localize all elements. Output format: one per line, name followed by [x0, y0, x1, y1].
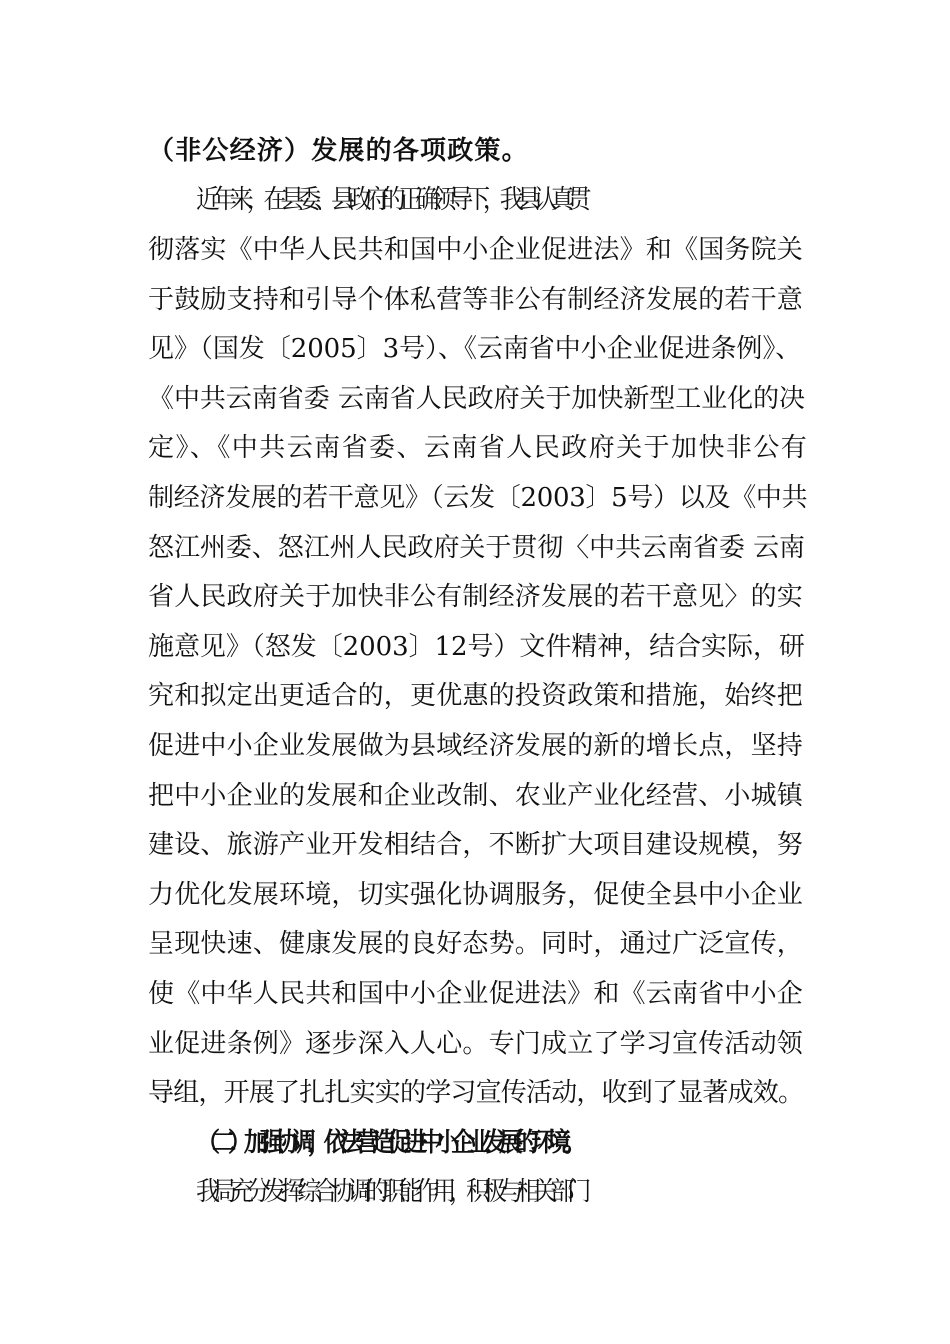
text-line-17: 呈现快速、健康发展的良好态势。同时，通过广泛宣传， — [148, 929, 804, 959]
text-line-10: 省人民政府关于加快非公有制经济发展的若干意见〉的实 — [148, 582, 804, 612]
text-line-20: 导组，开展了扎扎实实的学习宣传活动，收到了显著成效。 — [148, 1078, 804, 1108]
text-line-11: 施意见》（怒发〔2003〕12号）文件精神，结合实际，研 — [148, 632, 805, 662]
text-line-6: 《中共云南省委 云南省人民政府关于加快新型工业化的决 — [148, 384, 805, 414]
text-line-7: 定》、《中共云南省委、云南省人民政府关于加快非公有 — [148, 433, 809, 463]
text-line-9: 怒江州委、怒江州人民政府关于贯彻〈中共云南省委 云南 — [148, 533, 805, 563]
text-line-14: 把中小企业的发展和企业改制、农业产业化经营、小城镇 — [148, 781, 804, 811]
text-line-5: 见》（国发〔2005〕3号）、《云南省中小企业促进条例》、 — [148, 334, 802, 364]
text-line-1: （非公经济）发展的各项政策。 — [148, 136, 529, 166]
text-line-13: 促进中小企业发展做为县域经济发展的新的增长点，坚持 — [148, 731, 804, 761]
text-line-22: 我局充分发挥综合协调的职能作用，积极与相关部门 — [196, 1177, 585, 1207]
text-line-15: 建设、旅游产业开发相结合，不断扩大项目建设规模，努 — [148, 830, 804, 860]
text-line-12: 究和拟定出更适合的，更优惠的投资政策和措施，始终把 — [148, 681, 804, 711]
text-line-8: 制经济发展的若干意见》（云发〔2003〕5号）以及《中共 — [148, 483, 808, 513]
text-line-16: 力优化发展环境，切实强化协调服务，促使全县中小企业 — [148, 880, 804, 910]
text-line-19: 业促进条例》逐步深入人心。专门成立了学习宣传活动领 — [148, 1029, 804, 1059]
section-heading: （二）加强协调，依法营造促进中小企业发展的环境。 — [196, 1128, 579, 1158]
text-line-2: 近年来，在县委、县政府的正确领导下，我县认真贯 — [196, 185, 585, 215]
text-line-18: 使《中华人民共和国中小企业促进法》和《云南省中小企 — [148, 979, 804, 1009]
text-line-3: 彻落实《中华人民共和国中小企业促进法》和《国务院关 — [148, 235, 804, 265]
text-line-4: 于鼓励支持和引导个体私营等非公有制经济发展的若干意 — [148, 285, 804, 315]
